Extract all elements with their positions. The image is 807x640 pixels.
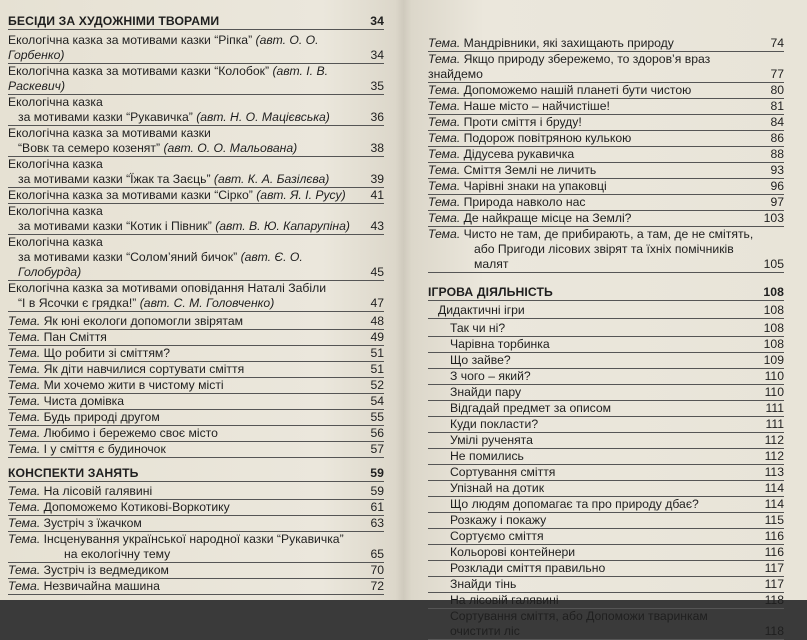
toc-entry: Екологічна казка за мотивами казки “Їжак та Заєць” (авт. К. А. Базілєва) 39 [8,157,384,186]
toc-entry: Тема. Проти сміття і бруду! 84 [428,115,784,129]
section-heading: БЕСІДИ ЗА ХУДОЖНІМИ ТВОРАМИ 34 [8,14,384,28]
toc-entry: Екологічна казка за мотивами казки “Рукавичка” (авт. Н. О. Мацієвська) 36 [8,95,384,124]
toc-entry: Екологічна казка за мотивами казки “Ріпка” (авт. О. О. Горбенко) 34 [8,33,384,62]
toc-entry: Тема. Мандрівники, які захищають природу 74 [428,36,784,50]
toc-entry: Тема. Чиста домівка 54 [8,394,384,408]
toc-entry: З чого – який? 110 [428,369,784,385]
toc-entry: Куди покласти? 111 [428,417,784,433]
toc-entry: Тема. Як діти навчилися сортувати сміття 51 [8,362,384,376]
toc-entry: Екологічна казка за мотивами казки “Котик і Півник” (авт. В. Ю. Капарупіна) 43 [8,204,384,233]
toc-entry: Тема. Любимо і бережемо своє місто 56 [8,426,384,440]
toc-entry: Тема. Допоможемо нашій планеті бути чистою 80 [428,83,784,97]
games-list [428,321,784,640]
lessons-list [8,484,384,595]
toc-entry: Сортуємо сміття 116 [428,529,784,545]
toc-entry: Тема. Чарівні знаки на упаковці 96 [428,179,784,193]
toc-entry: Тема. Природа навколо нас 97 [428,195,784,209]
talks-topics-list [8,314,384,458]
toc-entry: Екологічна казка за мотивами казки “Колобок” (авт. І. В. Раскевич) 35 [8,64,384,93]
toc-entry: Тема. На лісовій галявині 59 [8,484,384,498]
toc-entry: Тема. Пан Сміття 49 [8,330,384,344]
toc-entry: Тема. Що робити зі сміттям? 51 [8,346,384,360]
section-heading: ІГРОВА ДІЯЛЬНІСТЬ 108 [428,285,784,299]
toc-entry: На лісовій галявині 118 [428,593,784,609]
eco-tales-list [8,30,384,312]
toc-entry: Знайди тінь 117 [428,577,784,593]
toc-entry: Що людям допомагає та про природу дбає? 114 [428,497,784,513]
toc-entry: Тема. Де найкраще місце на Землі? 103 [428,211,784,225]
lessons-list-continued [428,36,784,273]
toc-entry: Сортування сміття, або Допоможи тваринкам очистити ліс 118 [428,609,784,640]
toc-entry: Що зайве? 109 [428,353,784,369]
toc-entry: Тема. Дідусева рукавичка 88 [428,147,784,161]
toc-entry: Екологічна казка за мотивами казки “Сірко” (авт. Я. І. Русу) 41 [8,188,384,202]
toc-entry: Умілі рученята 112 [428,433,784,449]
toc-entry: Екологічна казка за мотивами казки “Вовк та семеро козенят” (авт. О. О. Мальована) 38 [8,126,384,155]
toc-entry: Тема. Як юні екологи допомогли звірятам 48 [8,314,384,328]
toc-entry: Тема. Наше місто – найчистіше! 81 [428,99,784,113]
subsection-heading: Дидактичні ігри 108 [428,303,784,319]
toc-entry: Тема. Допоможемо Котикові-Воркотику 61 [8,500,384,514]
toc-entry: Тема. Зустріч із ведмедиком 70 [8,563,384,577]
toc-entry: Розкажу і покажу 115 [428,513,784,529]
toc-entry: Сортування сміття 113 [428,465,784,481]
toc-entry: Відгадай предмет за описом 111 [428,401,784,417]
toc-entry: Тема. Інсценування української народної казки “Рукавичка” на екологічну тему 65 [8,532,384,561]
toc-entry: Знайди пару 110 [428,385,784,401]
left-page [8,0,384,600]
toc-entry: Упізнай на дотик 114 [428,481,784,497]
toc-entry: Тема. Незвичайна машина 72 [8,579,384,593]
toc-entry: Так чи ні? 108 [428,321,784,337]
toc-entry: Чарівна торбинка 108 [428,337,784,353]
toc-entry: Тема. Ми хочемо жити в чистому місті 52 [8,378,384,392]
toc-entry: Розклади сміття правильно 117 [428,561,784,577]
toc-entry: Екологічна казка за мотивами казки “Солом’яний бичок” (авт. Є. О. Голобурда) 45 [8,235,384,279]
section-heading: КОНСПЕКТИ ЗАНЯТЬ 59 [8,466,384,480]
toc-entry: Тема. Подорож повітряною кулькою 86 [428,131,784,145]
toc-entry: Тема. Будь природі другом 55 [8,410,384,424]
toc-entry: Не помились 112 [428,449,784,465]
toc-entry: Тема. Сміття Землі не личить 93 [428,163,784,177]
toc-entry: Тема. І у сміття є будиночок 57 [8,442,384,456]
right-page [428,0,784,638]
toc-entry: Кольорові контейнери 116 [428,545,784,561]
toc-entry: Тема. Зустріч з їжачком 63 [8,516,384,530]
toc-entry: Тема. Якщо природу збережемо, то здоров’я враз знайдемо 77 [428,52,784,81]
toc-entry: Тема. Чисто не там, де прибирають, а там, де не смітять, або Пригоди лісових звірят та їхніх помічників малят 105 [428,227,784,271]
toc-entry: Екологічна казка за мотивами оповідання Наталі Забіли “І в Ясочки є грядка!” (авт. С. М. Головченко) 47 [8,281,384,310]
